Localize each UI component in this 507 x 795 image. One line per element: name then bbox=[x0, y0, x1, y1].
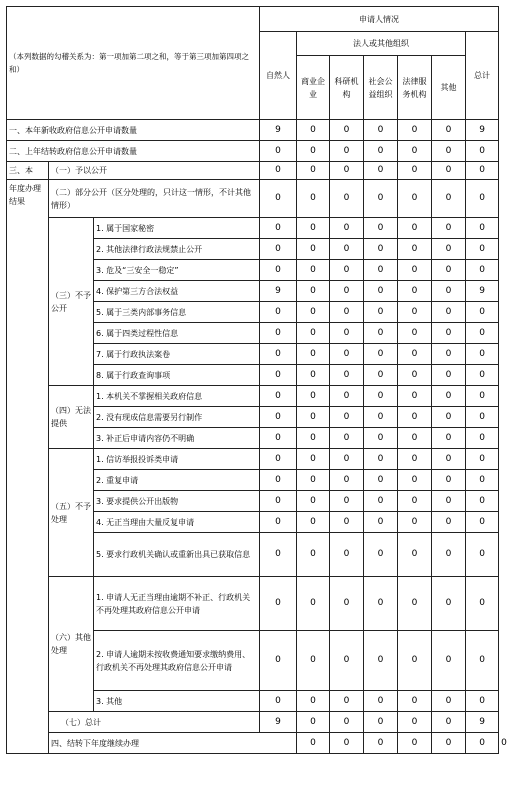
value-cell: 0 bbox=[330, 533, 364, 577]
value-cell: 0 bbox=[466, 180, 499, 218]
value-cell: 0 bbox=[297, 491, 330, 512]
value-cell: 0 bbox=[364, 577, 398, 631]
value-cell: 0 bbox=[466, 512, 499, 533]
value-cell: 0 bbox=[398, 365, 432, 386]
legal-service-header: 法律服务机构 bbox=[398, 56, 432, 120]
value-cell: 0 bbox=[432, 449, 466, 470]
natural-person-header: 自然人 bbox=[260, 32, 297, 120]
item-label: 7. 属于行政执法案卷 bbox=[94, 344, 260, 365]
value-cell: 9 bbox=[466, 120, 499, 141]
value-cell: 0 bbox=[432, 691, 466, 712]
section-three-label: 年度办理结果 bbox=[7, 180, 49, 754]
value-cell: 0 bbox=[466, 428, 499, 449]
value-cell: 0 bbox=[398, 260, 432, 281]
row-label: 一、本年新收政府信息公开申请数量 bbox=[7, 120, 260, 141]
value-cell: 0 bbox=[398, 712, 432, 733]
value-cell: 0 bbox=[398, 180, 432, 218]
value-cell: 0 bbox=[260, 386, 297, 407]
value-cell: 0 bbox=[330, 120, 364, 141]
value-cell: 0 bbox=[297, 281, 330, 302]
value-cell: 0 bbox=[466, 733, 499, 754]
value-cell: 0 bbox=[297, 239, 330, 260]
value-cell: 0 bbox=[432, 302, 466, 323]
value-cell: 0 bbox=[260, 344, 297, 365]
value-cell: 0 bbox=[330, 407, 364, 428]
value-cell: 0 bbox=[260, 512, 297, 533]
item-label: 8. 属于行政查询事项 bbox=[94, 365, 260, 386]
value-cell: 0 bbox=[466, 260, 499, 281]
value-cell: 0 bbox=[330, 470, 364, 491]
value-cell: 0 bbox=[466, 239, 499, 260]
value-cell: 0 bbox=[364, 260, 398, 281]
value-cell: 0 bbox=[432, 239, 466, 260]
value-cell: 0 bbox=[297, 407, 330, 428]
value-cell: 0 bbox=[364, 365, 398, 386]
value-cell: 0 bbox=[330, 733, 364, 754]
value-cell: 0 bbox=[260, 577, 297, 631]
value-cell: 0 bbox=[297, 365, 330, 386]
value-cell: 0 bbox=[432, 365, 466, 386]
value-cell: 0 bbox=[297, 449, 330, 470]
value-cell: 0 bbox=[260, 449, 297, 470]
value-cell: 0 bbox=[364, 344, 398, 365]
value-cell: 0 bbox=[432, 344, 466, 365]
item-label: 3. 危及“三安全一稳定” bbox=[94, 260, 260, 281]
value-cell: 0 bbox=[330, 323, 364, 344]
value-cell: 0 bbox=[432, 407, 466, 428]
item-label: 4. 保护第三方合法权益 bbox=[94, 281, 260, 302]
value-cell: 0 bbox=[260, 407, 297, 428]
value-cell: 0 bbox=[330, 141, 364, 162]
value-cell: 0 bbox=[297, 344, 330, 365]
value-cell: 9 bbox=[466, 712, 499, 733]
row-label: 二、上年结转政府信息公开申请数量 bbox=[7, 141, 260, 162]
value-cell: 0 bbox=[297, 386, 330, 407]
value-cell: 0 bbox=[297, 691, 330, 712]
value-cell: 0 bbox=[398, 407, 432, 428]
row-label: （七）总计 bbox=[49, 712, 260, 733]
value-cell: 0 bbox=[297, 180, 330, 218]
value-cell: 0 bbox=[260, 533, 297, 577]
value-cell: 0 bbox=[297, 141, 330, 162]
value-cell: 0 bbox=[364, 631, 398, 691]
item-label: 1. 本机关不掌握相关政府信息 bbox=[94, 386, 260, 407]
value-cell: 0 bbox=[398, 281, 432, 302]
value-cell: 0 bbox=[260, 691, 297, 712]
value-cell: 0 bbox=[364, 428, 398, 449]
value-cell: 0 bbox=[466, 470, 499, 491]
value-cell: 0 bbox=[260, 631, 297, 691]
value-cell: 0 bbox=[466, 323, 499, 344]
commercial-header: 商业企业 bbox=[297, 56, 330, 120]
value-cell: 0 bbox=[432, 733, 466, 754]
value-cell: 0 bbox=[260, 491, 297, 512]
value-cell: 0 bbox=[330, 344, 364, 365]
value-cell: 0 bbox=[297, 162, 330, 180]
value-cell: 0 bbox=[330, 386, 364, 407]
value-cell: 0 bbox=[260, 260, 297, 281]
value-cell: 0 bbox=[260, 365, 297, 386]
value-cell: 0 bbox=[398, 512, 432, 533]
value-cell: 0 bbox=[364, 733, 398, 754]
value-cell: 0 bbox=[330, 428, 364, 449]
value-cell: 0 bbox=[398, 428, 432, 449]
value-cell: 0 bbox=[330, 218, 364, 239]
value-cell: 0 bbox=[398, 449, 432, 470]
value-cell: 0 bbox=[398, 323, 432, 344]
value-cell: 0 bbox=[330, 180, 364, 218]
value-cell: 0 bbox=[466, 344, 499, 365]
value-cell: 0 bbox=[260, 239, 297, 260]
value-cell: 0 bbox=[330, 631, 364, 691]
section-three-prefix: 三、本 bbox=[7, 162, 49, 180]
value-cell: 0 bbox=[297, 577, 330, 631]
value-cell: 0 bbox=[330, 712, 364, 733]
value-cell: 0 bbox=[398, 491, 432, 512]
value-cell: 0 bbox=[364, 386, 398, 407]
value-cell: 0 bbox=[330, 260, 364, 281]
other-header: 其他 bbox=[432, 56, 466, 120]
value-cell: 0 bbox=[297, 428, 330, 449]
value-cell: 0 bbox=[398, 302, 432, 323]
value-cell: 0 bbox=[330, 512, 364, 533]
value-cell: 0 bbox=[398, 162, 432, 180]
public-welfare-header: 社会公益组织 bbox=[364, 56, 398, 120]
value-cell: 0 bbox=[398, 733, 432, 754]
value-cell: 0 bbox=[432, 386, 466, 407]
disclosure-table: （本列数据的勾稽关系为：第一项加第二项之和，等于第三项加第四项之和） 申请人情况 自然人 法人或其他组织 总计 商业企业 科研机构 社会公益组织 法律服务机构 其他 一、本年新收政府信息公开申请数量 9 0 0 0 0 0 9 二、上年结转政府信息公开申请数量 0 0 0 0 0 0 0 三、本 （一）予以公开 0 0 0 0 0 0 0 年度办理结果 （二）部分公开（区分处理的，只计这一情形，不计其他情形） 0 0 0 0 0 0 0 （三）不予公开 1. 属于国家秘密 0 0 0 0 0 0 0 2. 其他法律行政法规禁止公开 0 0 0 0 0 0 0 3. 危及“三安全一稳定” 0 0 0 0 0 0 0 4. 保护第三方合法权益 9 0 0 0 0 0 9 5. 属于三类内部事务信息 0 0 0 0 0 0 0 6. 属于四类过程性信息 0 0 0 0 0 0 0 7. 属于行政执法案卷 0 0 0 0 0 0 0 8. 属于行政查询事项 0 0 0 0 0 0 0 （四）无法提供 1. 本机关不掌握相关政府信息 0 0 0 0 0 0 0 2. 没有现成信息需要另行制作 0 0 0 0 0 0 0 3. 补正后申请内容仍不明确 0 0 0 0 0 0 0 （五）不予处理 1. 信访举报投诉类申请 0 0 0 0 0 0 0 2. 重复申请 0 0 0 0 0 0 0 3. 要求提供公开出版物 0 0 0 0 0 0 0 4. 无正当理由大量反复申请 0 0 0 0 0 0 0 5. 要求行政机关确认或重新出具已获取信息 0 0 0 0 0 0 0 （六）其他处理 1. 申请人无正当理由逾期不补正、行政机关不再处理其政府信息公开申请 0 0 0 0 0 0 0 2. 申请人逾期未按收费通知要求缴纳费用、行政机关不再处理其政府信息公开申请 0 0 0 0 0 0 0 3. 其他 0 0 0 0 0 0 0 （七）总计 9 0 0 0 0 0 9 四、结转下年度继续办理 0 0 0 0 0 0 0 bbox=[6, 6, 499, 754]
value-cell: 0 bbox=[466, 302, 499, 323]
value-cell: 0 bbox=[260, 470, 297, 491]
value-cell: 0 bbox=[297, 470, 330, 491]
value-cell: 0 bbox=[398, 691, 432, 712]
value-cell: 0 bbox=[398, 141, 432, 162]
value-cell: 0 bbox=[330, 691, 364, 712]
item-label: 1. 信访举报投诉类申请 bbox=[94, 449, 260, 470]
value-cell: 0 bbox=[432, 533, 466, 577]
value-cell: 0 bbox=[432, 323, 466, 344]
total-header: 总计 bbox=[466, 32, 499, 120]
value-cell: 0 bbox=[260, 218, 297, 239]
value-cell: 0 bbox=[398, 386, 432, 407]
value-cell: 9 bbox=[466, 281, 499, 302]
value-cell: 0 bbox=[466, 491, 499, 512]
value-cell: 0 bbox=[432, 162, 466, 180]
value-cell: 0 bbox=[364, 120, 398, 141]
value-cell: 0 bbox=[260, 141, 297, 162]
value-cell: 0 bbox=[432, 577, 466, 631]
item-label: 5. 属于三类内部事务信息 bbox=[94, 302, 260, 323]
value-cell: 0 bbox=[260, 428, 297, 449]
value-cell: 0 bbox=[432, 120, 466, 141]
value-cell: 0 bbox=[364, 512, 398, 533]
applicant-situation-header: 申请人情况 bbox=[260, 7, 499, 32]
legal-group-header: 法人或其他组织 bbox=[297, 32, 466, 56]
value-cell: 0 bbox=[432, 180, 466, 218]
group-label: （五）不予处理 bbox=[49, 449, 94, 577]
value-cell: 0 bbox=[432, 218, 466, 239]
value-cell: 0 bbox=[330, 281, 364, 302]
value-cell: 0 bbox=[466, 449, 499, 470]
value-cell: 0 bbox=[398, 470, 432, 491]
value-cell: 0 bbox=[466, 691, 499, 712]
value-cell: 0 bbox=[398, 344, 432, 365]
group-label: （三）不予公开 bbox=[49, 218, 94, 386]
item-label: 1. 属于国家秘密 bbox=[94, 218, 260, 239]
value-cell: 0 bbox=[432, 281, 466, 302]
item-label: 3. 其他 bbox=[94, 691, 260, 712]
row-label: （二）部分公开（区分处理的，只计这一情形，不计其他情形） bbox=[49, 180, 260, 218]
value-cell: 0 bbox=[364, 302, 398, 323]
item-label: 4. 无正当理由大量反复申请 bbox=[94, 512, 260, 533]
value-cell: 0 bbox=[398, 239, 432, 260]
value-cell: 0 bbox=[398, 218, 432, 239]
value-cell: 0 bbox=[364, 281, 398, 302]
group-label: （六）其他处理 bbox=[49, 577, 94, 712]
value-cell: 0 bbox=[466, 365, 499, 386]
research-header: 科研机构 bbox=[330, 56, 364, 120]
item-label: 6. 属于四类过程性信息 bbox=[94, 323, 260, 344]
value-cell: 0 bbox=[432, 141, 466, 162]
item-label: 1. 申请人无正当理由逾期不补正、行政机关不再处理其政府信息公开申请 bbox=[94, 577, 260, 631]
value-cell: 0 bbox=[364, 180, 398, 218]
value-cell: 0 bbox=[297, 120, 330, 141]
value-cell: 0 bbox=[466, 631, 499, 691]
value-cell: 0 bbox=[364, 712, 398, 733]
value-cell: 0 bbox=[364, 141, 398, 162]
group-label: （四）无法提供 bbox=[49, 386, 94, 449]
value-cell: 0 bbox=[260, 180, 297, 218]
value-cell: 0 bbox=[260, 323, 297, 344]
value-cell: 0 bbox=[364, 323, 398, 344]
value-cell: 0 bbox=[398, 631, 432, 691]
value-cell: 0 bbox=[297, 712, 330, 733]
value-cell: 9 bbox=[260, 712, 297, 733]
value-cell: 9 bbox=[260, 281, 297, 302]
value-cell: 0 bbox=[297, 302, 330, 323]
value-cell: 0 bbox=[260, 302, 297, 323]
value-cell: 0 bbox=[398, 577, 432, 631]
value-cell: 0 bbox=[364, 162, 398, 180]
value-cell: 0 bbox=[297, 631, 330, 691]
item-label: 3. 补正后申请内容仍不明确 bbox=[94, 428, 260, 449]
value-cell: 0 bbox=[297, 733, 330, 754]
value-cell: 0 bbox=[432, 512, 466, 533]
value-cell: 0 bbox=[466, 407, 499, 428]
value-cell: 0 bbox=[432, 631, 466, 691]
value-cell: 0 bbox=[432, 428, 466, 449]
row-label: （一）予以公开 bbox=[49, 162, 260, 180]
item-label: 3. 要求提供公开出版物 bbox=[94, 491, 260, 512]
value-cell: 0 bbox=[330, 577, 364, 631]
value-cell: 0 bbox=[330, 162, 364, 180]
value-cell: 0 bbox=[364, 407, 398, 428]
item-label: 2. 重复申请 bbox=[94, 470, 260, 491]
value-cell: 0 bbox=[466, 141, 499, 162]
item-label: 2. 其他法律行政法规禁止公开 bbox=[94, 239, 260, 260]
item-label: 5. 要求行政机关确认或重新出具已获取信息 bbox=[94, 533, 260, 577]
value-cell: 0 bbox=[466, 162, 499, 180]
value-cell: 0 bbox=[398, 533, 432, 577]
value-cell: 0 bbox=[364, 533, 398, 577]
value-cell: 0 bbox=[364, 691, 398, 712]
value-cell: 0 bbox=[330, 302, 364, 323]
value-cell: 0 bbox=[260, 162, 297, 180]
value-cell: 0 bbox=[364, 491, 398, 512]
value-cell: 0 bbox=[364, 470, 398, 491]
value-cell: 0 bbox=[432, 712, 466, 733]
value-cell: 0 bbox=[297, 218, 330, 239]
value-cell: 0 bbox=[330, 491, 364, 512]
value-cell: 0 bbox=[364, 218, 398, 239]
value-cell: 0 bbox=[297, 260, 330, 281]
row-label: 四、结转下年度继续办理 bbox=[49, 733, 297, 754]
item-label: 2. 没有现成信息需要另行制作 bbox=[94, 407, 260, 428]
value-cell: 0 bbox=[432, 491, 466, 512]
value-cell: 0 bbox=[466, 577, 499, 631]
value-cell: 0 bbox=[398, 120, 432, 141]
value-cell: 0 bbox=[466, 386, 499, 407]
value-cell: 0 bbox=[432, 260, 466, 281]
value-cell: 0 bbox=[364, 239, 398, 260]
relation-note: （本列数据的勾稽关系为：第一项加第二项之和，等于第三项加第四项之和） bbox=[7, 7, 260, 120]
item-label: 2. 申请人逾期未按收费通知要求缴纳费用、行政机关不再处理其政府信息公开申请 bbox=[94, 631, 260, 691]
value-cell: 0 bbox=[330, 449, 364, 470]
value-cell: 0 bbox=[297, 512, 330, 533]
value-cell: 0 bbox=[297, 323, 330, 344]
value-cell: 0 bbox=[432, 470, 466, 491]
value-cell: 0 bbox=[297, 533, 330, 577]
value-cell: 9 bbox=[260, 120, 297, 141]
value-cell: 0 bbox=[330, 365, 364, 386]
value-cell: 0 bbox=[466, 533, 499, 577]
value-cell: 0 bbox=[330, 239, 364, 260]
value-cell: 0 bbox=[364, 449, 398, 470]
value-cell: 0 bbox=[466, 218, 499, 239]
